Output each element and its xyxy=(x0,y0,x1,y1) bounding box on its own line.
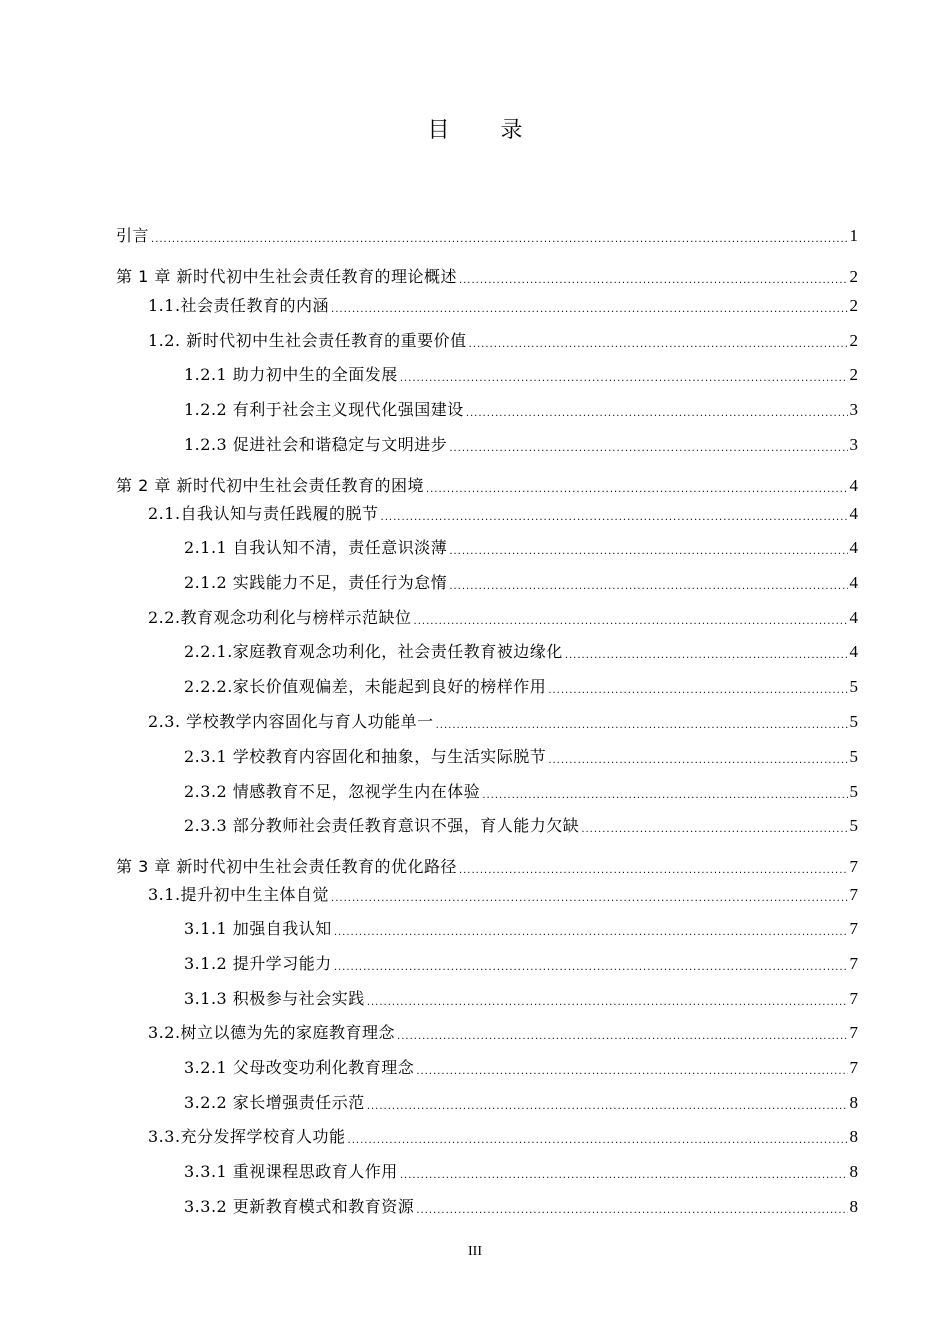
toc-entry-label: 3.2.2 家长增强责任示范 xyxy=(184,1093,365,1112)
page-number: III xyxy=(468,1244,482,1259)
toc-entry-label: 2.3. 学校教学内容固化与育人功能单一 xyxy=(148,712,434,731)
toc-entry-2-3-1[interactable] xyxy=(184,745,858,769)
toc-entry-label: 3.3.1 重视课程思政育人作用 xyxy=(184,1162,398,1181)
toc-entry-1-2-1[interactable] xyxy=(184,363,858,387)
toc-entry-page: 7 xyxy=(849,1058,858,1077)
toc-entry-label: 2.2.1.家庭教育观念功利化，社会责任教育被边缘化 xyxy=(184,642,563,661)
toc-entry-page: 2 xyxy=(849,267,858,286)
toc-entry-3-1-2[interactable] xyxy=(184,952,858,976)
toc-entry-label: 3.2.树立以德为先的家庭教育理念 xyxy=(148,1023,396,1042)
toc-entry-page: 8 xyxy=(849,1162,858,1181)
toc-entry-3-3[interactable] xyxy=(148,1125,858,1149)
dot-leader xyxy=(548,753,847,769)
dot-leader xyxy=(367,1099,848,1115)
toc-entry-label: 1.2.2 有利于社会主义现代化强国建设 xyxy=(184,400,464,419)
toc-entry-2-1-2[interactable] xyxy=(184,571,858,595)
toc-entry-2-2[interactable] xyxy=(148,606,858,630)
toc-entry-intro[interactable] xyxy=(116,224,858,248)
toc-entry-1-2-3[interactable] xyxy=(184,433,858,457)
toc-entry-label: 2.1.2 实践能力不足，责任行为怠惰 xyxy=(184,573,448,592)
toc-entry-page: 7 xyxy=(849,857,858,876)
toc-entry-page: 8 xyxy=(849,1093,858,1112)
toc-entry-2-3-2[interactable] xyxy=(184,780,858,804)
toc-entry-label: 2.3.3 部分教师社会责任教育意识不强，育人能力欠缺 xyxy=(184,816,580,835)
toc-entry-page: 5 xyxy=(849,712,858,731)
toc-entry-3-3-1[interactable] xyxy=(184,1160,858,1184)
dot-leader xyxy=(331,302,847,318)
toc-entry-page: 3 xyxy=(849,435,858,454)
dot-leader xyxy=(459,863,848,879)
toc-entry-page: 4 xyxy=(849,642,858,661)
dot-leader xyxy=(482,788,847,804)
toc-entry-page: 7 xyxy=(849,1023,858,1042)
toc-entry-3-1-1[interactable] xyxy=(184,917,858,941)
toc-entry-page: 8 xyxy=(849,1127,858,1146)
toc-entry-label: 2.3.2 情感教育不足，忽视学生内在体验 xyxy=(184,782,481,801)
toc-entry-label: 1.1.社会责任教育的内涵 xyxy=(148,296,330,315)
dot-leader xyxy=(331,891,847,907)
dot-leader xyxy=(449,579,847,595)
toc-entry-page: 7 xyxy=(849,885,858,904)
toc-entry-label: 2.2.教育观念功利化与榜样示范缺位 xyxy=(148,608,412,627)
dot-leader xyxy=(381,510,848,526)
toc-entry-2-2-2[interactable] xyxy=(184,675,858,699)
dot-leader xyxy=(416,1064,847,1080)
dot-leader xyxy=(581,822,847,838)
toc-entry-label: 3.3.2 更新教育模式和教育资源 xyxy=(184,1197,415,1216)
toc-entry-3-2-2[interactable] xyxy=(184,1091,858,1115)
dot-leader xyxy=(565,648,848,664)
toc-entry-page: 7 xyxy=(849,954,858,973)
toc-entry-label: 2.1.自我认知与责任践履的脱节 xyxy=(148,504,379,523)
toc-entry-page: 2 xyxy=(849,331,858,350)
toc-entry-page: 1 xyxy=(849,226,858,245)
dot-leader xyxy=(348,1133,848,1149)
toc-entry-3-1[interactable] xyxy=(148,883,858,907)
toc-entry-2-1-1[interactable] xyxy=(184,536,858,560)
dot-leader xyxy=(367,995,848,1011)
toc-entry-label: 3.1.提升初中生主体自觉 xyxy=(148,885,330,904)
dot-leader xyxy=(449,544,847,560)
toc-entry-label: 1.2.3 促进社会和谐稳定与文明进步 xyxy=(184,435,448,454)
toc-entry-2-3-3[interactable] xyxy=(184,814,858,838)
dot-leader xyxy=(436,718,848,734)
toc-entry-label: 第 2 章 新时代初中生社会责任教育的困境 xyxy=(116,476,424,495)
toc-entry-label: 3.1.1 加强自我认知 xyxy=(184,919,332,938)
toc-entry-page: 4 xyxy=(849,573,858,592)
toc-entry-label: 1.2. 新时代初中生社会责任教育的重要价值 xyxy=(148,331,467,350)
toc-entry-chapter-2[interactable] xyxy=(116,474,858,498)
toc-entry-label: 3.1.2 提升学习能力 xyxy=(184,954,332,973)
toc-entry-3-2[interactable] xyxy=(148,1021,858,1045)
dot-leader xyxy=(548,683,847,699)
toc-entry-3-3-2[interactable] xyxy=(184,1195,858,1219)
toc-entry-2-3[interactable] xyxy=(148,710,858,734)
toc-entry-1-2-2[interactable] xyxy=(184,398,858,422)
toc-entry-label: 第 3 章 新时代初中生社会责任教育的优化路径 xyxy=(116,857,457,876)
dot-leader xyxy=(469,337,848,353)
toc-entry-page: 8 xyxy=(849,1197,858,1216)
toc-entry-1-2[interactable] xyxy=(148,329,858,353)
dot-leader xyxy=(334,960,848,976)
toc-entry-2-2-1[interactable] xyxy=(184,640,858,664)
dot-leader xyxy=(426,482,848,498)
toc-entry-chapter-1[interactable] xyxy=(116,265,858,289)
toc-title: 目 录 xyxy=(427,118,545,143)
toc-entry-page: 4 xyxy=(849,608,858,627)
toc-entry-page: 5 xyxy=(849,747,858,766)
toc-entry-page: 3 xyxy=(849,400,858,419)
toc-entry-page: 5 xyxy=(849,782,858,801)
toc-entry-page: 2 xyxy=(849,365,858,384)
toc-entry-label: 2.3.1 学校教育内容固化和抽象，与生活实际脱节 xyxy=(184,747,547,766)
toc-entry-label: 2.1.1 自我认知不清，责任意识淡薄 xyxy=(184,538,448,557)
toc-entry-label: 3.1.3 积极参与社会实践 xyxy=(184,989,365,1008)
toc-entry-label: 3.2.1 父母改变功利化教育理念 xyxy=(184,1058,415,1077)
dot-leader xyxy=(397,1029,847,1045)
dot-leader xyxy=(400,1168,848,1184)
toc-entry-page: 7 xyxy=(849,919,858,938)
dot-leader xyxy=(449,441,847,457)
toc-entry-page: 5 xyxy=(849,816,858,835)
toc-entry-3-2-1[interactable] xyxy=(184,1056,858,1080)
toc-entry-label: 引言 xyxy=(116,226,150,245)
dot-leader xyxy=(459,273,848,289)
toc-entry-page: 4 xyxy=(849,504,858,523)
toc-entry-page: 2 xyxy=(849,296,858,315)
toc-entry-page: 5 xyxy=(849,677,858,696)
toc-entry-page: 7 xyxy=(849,989,858,1008)
toc-entry-3-1-3[interactable] xyxy=(184,987,858,1011)
dot-leader xyxy=(414,614,848,630)
toc-entry-2-1[interactable] xyxy=(148,502,858,526)
toc-entry-label: 3.3.充分发挥学校育人功能 xyxy=(148,1127,346,1146)
toc-entry-label: 2.2.2.家长价值观偏差，未能起到良好的榜样作用 xyxy=(184,677,547,696)
dot-leader xyxy=(466,406,848,422)
toc-entry-1-1[interactable] xyxy=(148,294,858,318)
dot-leader xyxy=(416,1203,847,1219)
toc-entry-page: 4 xyxy=(849,538,858,557)
toc-entry-page: 4 xyxy=(849,476,858,495)
dot-leader xyxy=(151,232,847,248)
dot-leader xyxy=(334,925,848,941)
dot-leader xyxy=(400,371,848,387)
toc-entry-label: 第 1 章 新时代初中生社会责任教育的理论概述 xyxy=(116,267,457,286)
toc-entry-chapter-3[interactable] xyxy=(116,855,858,879)
toc-entry-label: 1.2.1 助力初中生的全面发展 xyxy=(184,365,398,384)
